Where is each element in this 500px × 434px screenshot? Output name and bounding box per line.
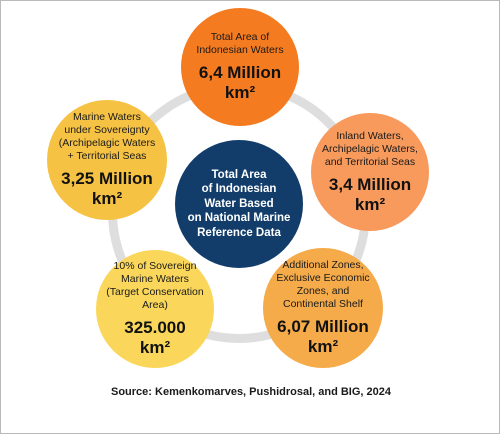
center-hub xyxy=(175,140,303,268)
node-description: Additional Zones, Exclusive Economic Zones, and Continental Shelf xyxy=(276,259,370,310)
node-value: 6,07 Million km² xyxy=(277,317,369,356)
center-title: Total Area of Indonesian Water Based on National Marine Reference Data xyxy=(187,168,291,239)
node-description: 10% of Sovereign Marine Waters (Target Conservation Area) xyxy=(106,260,204,311)
node-additional-zones xyxy=(263,248,383,368)
node-inland-waters xyxy=(311,113,429,231)
node-value: 3,25 Million km² xyxy=(61,169,153,208)
source-caption: Source: Kemenkomarves, Pushidrosal, and BIG, 2024 xyxy=(111,386,391,398)
node-conservation-target xyxy=(96,250,214,368)
node-value: 325.000 km² xyxy=(124,318,186,357)
node-value: 3,4 Million km² xyxy=(328,174,412,214)
node-total-area xyxy=(181,8,299,126)
node-description: Total Area of Indonesian Waters xyxy=(196,31,284,56)
node-description: Marine Waters under Sovereignty (Archipelagic Waters + Territorial Seas xyxy=(58,111,156,162)
node-value: 6,4 Million km² xyxy=(198,63,282,102)
node-sovereign-waters xyxy=(47,100,167,220)
node-description: Inland Waters, Archipelagic Waters, and Territorial Seas xyxy=(322,129,418,168)
